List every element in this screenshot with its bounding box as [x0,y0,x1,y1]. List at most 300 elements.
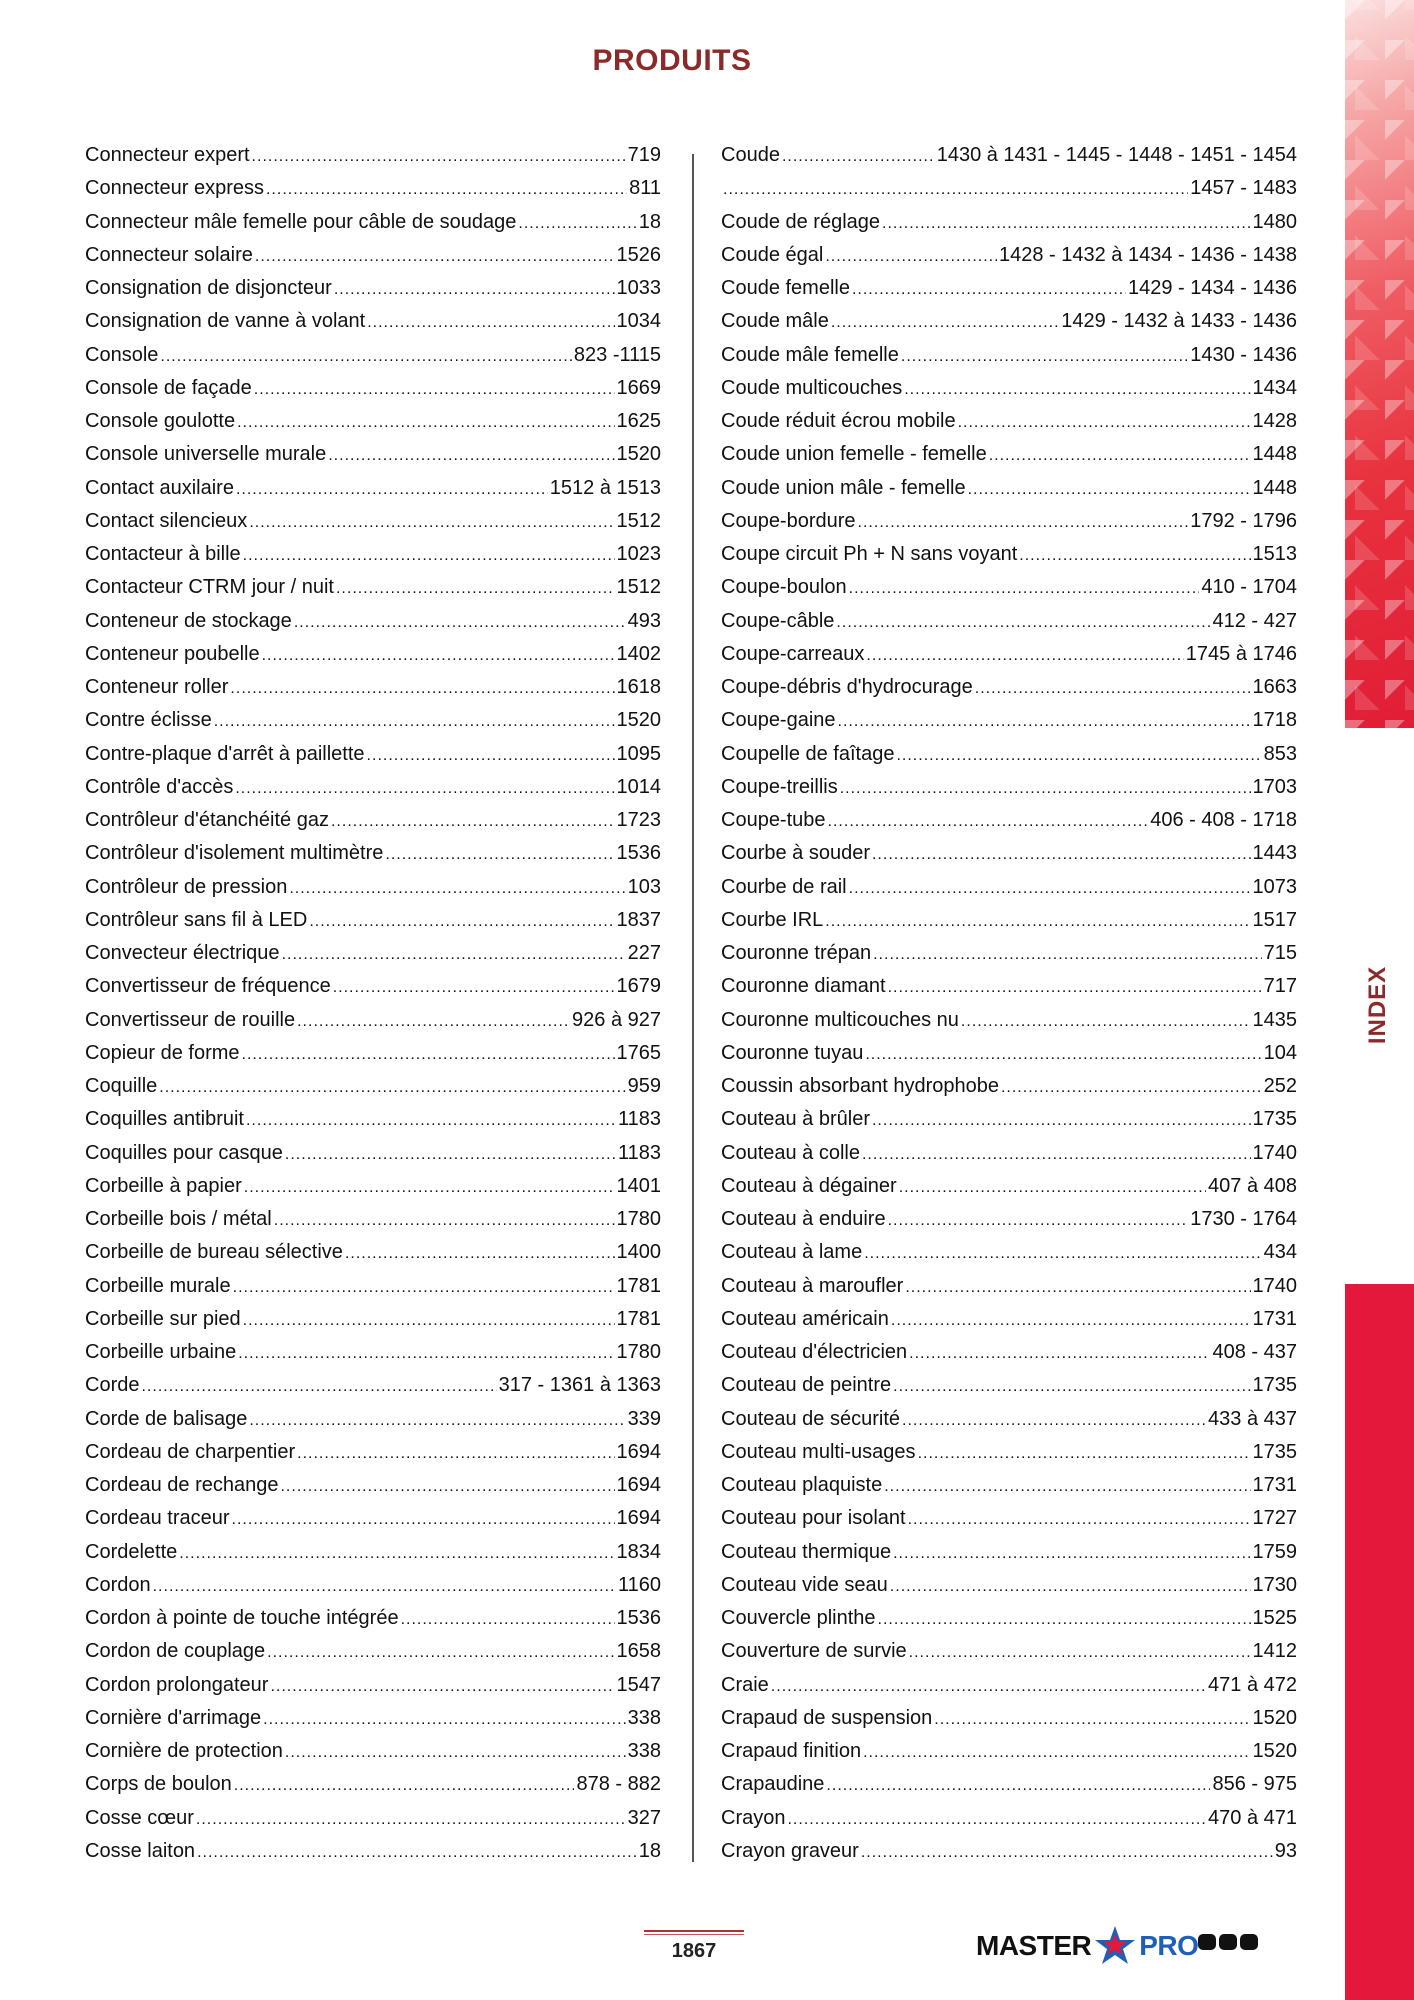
entry-name: Couteau à maroufler [721,1274,904,1297]
leader-dots [267,1644,614,1662]
entry-name: Contacteur à bille [85,543,241,565]
entry-name: Coupe-gaine [721,709,836,732]
entry-name: Coupelle de faîtage [721,742,895,765]
index-entry [85,1042,661,1075]
entry-pages: 1402 [616,642,661,665]
index-entry [85,876,661,909]
entry-name: Convertisseur de rouille [85,1008,296,1031]
entry-name: Contre-plaque d'arrêt à paillette [85,742,365,765]
entry-pages: 1014 [616,775,661,798]
entry-name: Coude [721,144,780,166]
leader-dots [214,713,615,731]
index-entry [85,377,661,410]
entry-pages: 1723 [616,809,661,831]
leader-dots [333,979,615,997]
entry-pages: 471 à 472 [1208,1673,1297,1696]
leader-dots [141,1378,496,1396]
entry-name: Couteau à dégainer [721,1174,897,1197]
entry-pages: 1735 [1252,1440,1297,1463]
index-entry [85,1574,661,1607]
entry-name: Crayon [721,1806,786,1829]
index-entry [85,244,661,277]
leader-dots [828,813,1149,831]
entry-name: Couteau à brûler [721,1108,870,1131]
entry-name: Courbe de rail [721,875,847,898]
leader-dots [1001,1079,1262,1097]
entry-name: Conteneur poubelle [85,642,260,665]
leader-dots [255,248,615,266]
index-entry [85,1275,661,1308]
index-entry [85,1707,661,1740]
entry-pages: 1160 [617,1573,661,1596]
entry-pages: 1183 [617,1108,661,1131]
entry-name: Contrôleur d'isolement multimètre [85,842,384,865]
entry-name: Cornière de protection [85,1740,283,1762]
index-entry [85,177,661,210]
entry-name: Couronne diamant [721,975,886,998]
entry-pages: 1457 - 1483 [1190,177,1297,200]
entry-name: Coude mâle [721,310,829,333]
entry-pages: 1727 [1252,1507,1297,1530]
entry-name: Coupe-carreaux [721,642,865,665]
leader-dots [838,713,1251,731]
entry-name: Couteau thermique [721,1540,892,1563]
entry-name: Corbeille de bureau sélective [85,1241,343,1264]
leader-dots [367,314,614,332]
entry-pages: 327 [627,1806,661,1829]
entry-pages: 1745 à 1746 [1185,642,1297,665]
entry-pages: 1837 [616,908,661,931]
index-entry [85,1108,661,1141]
entry-name: Coude égal [721,243,824,266]
entry-name: Cordeau traceur [85,1507,230,1530]
entry-name: Cosse laiton [85,1839,196,1862]
leader-dots [518,215,636,233]
index-entry [721,1707,1297,1740]
entry-name: Corbeille à papier [85,1174,242,1197]
leader-dots [196,1811,626,1829]
leader-dots [873,946,1262,964]
leader-dots [282,946,626,964]
entry-pages: 1428 [1252,410,1297,432]
index-entry [85,1507,661,1540]
entry-name: Contrôleur d'étanchéité gaz [85,809,329,831]
leader-dots [274,1212,615,1230]
index-entry [721,1175,1297,1208]
index-entry [85,1807,661,1840]
entry-name: Cordelette [85,1540,178,1563]
leader-dots [723,181,1188,199]
entry-pages: 1525 [1252,1607,1297,1629]
index-entry [721,876,1297,909]
index-entry [721,377,1297,410]
entry-pages: 1480 [1252,210,1297,233]
leader-dots [309,913,614,931]
index-entry [721,1574,1297,1607]
entry-pages: 1095 [616,742,661,765]
page-title: PRODUITS [592,44,752,77]
entry-name: Coupe-tube [721,809,826,831]
side-tab-label: INDEX [1364,965,1392,1045]
entry-name: Crapaud finition [721,1740,862,1762]
entry-pages: 1731 [1252,1307,1297,1330]
entry-pages: 1430 à 1431 - 1445 - 1448 - 1451 - 1454 [936,144,1297,166]
leader-dots [866,647,1183,665]
index-entry [85,643,661,676]
index-entry [85,1308,661,1341]
leader-dots [893,1378,1250,1396]
leader-dots [242,1046,615,1064]
leader-dots [849,580,1200,598]
entry-name: Cosse cœur [85,1806,194,1829]
leader-dots [863,1744,1250,1762]
leader-dots [328,447,614,465]
entry-name: Connecteur solaire [85,243,253,266]
entry-pages: 103 [627,875,661,898]
index-column-right [721,144,1297,1873]
index-entry [721,643,1297,676]
leader-dots [862,1146,1251,1164]
entry-pages: 18 [638,210,661,233]
entry-pages: 1536 [616,842,661,865]
leader-dots [243,1312,615,1330]
leader-dots [289,880,625,898]
entry-name: Courbe IRL [721,908,824,931]
index-entry [721,576,1297,609]
leader-dots [236,481,548,499]
entry-name: Cordon de couplage [85,1640,266,1663]
entry-name: Couteau de peintre [721,1374,892,1397]
leader-dots [1019,547,1250,565]
entry-name: Corde [85,1374,140,1397]
index-entry [721,244,1297,277]
entry-pages: 1023 [616,543,661,565]
entry-pages: 1536 [616,1607,661,1629]
leader-dots [968,481,1251,499]
entry-name: Couvercle plinthe [721,1607,876,1629]
entry-pages: 1429 - 1434 - 1436 [1127,277,1297,299]
index-entry [85,1208,661,1241]
index-entry [721,1507,1297,1540]
index-entry [721,1840,1297,1873]
leader-dots [840,780,1251,798]
entry-pages: 1730 [1252,1573,1297,1596]
leader-dots [280,1478,614,1496]
entry-name: Contre éclisse [85,709,212,732]
entry-pages: 412 - 427 [1212,609,1297,632]
leader-dots [297,1445,614,1463]
entry-pages: 433 à 437 [1208,1407,1297,1430]
entry-pages: 1618 [616,676,661,698]
leader-dots [891,1312,1251,1330]
entry-name: Contrôleur sans fil à LED [85,908,308,931]
leader-dots [893,1545,1250,1563]
entry-name: Console goulotte [85,410,236,432]
entry-pages: 853 [1263,742,1297,765]
entry-pages: 1780 [616,1208,661,1230]
entry-pages: 1718 [1252,709,1297,732]
entry-name: Corbeille sur pied [85,1307,241,1330]
index-entry [85,1474,661,1507]
index-entry [85,344,661,377]
entry-pages: 1448 [1252,476,1297,499]
entry-name: Convecteur électrique [85,942,280,964]
entry-pages: 1669 [616,376,661,399]
index-entry [721,975,1297,1008]
entry-pages: 1520 [1252,1706,1297,1729]
index-entry [721,842,1297,875]
entry-pages: 1694 [616,1474,661,1496]
index-entry [721,1142,1297,1175]
leader-dots [882,215,1250,233]
entry-name: Couteau pour isolant [721,1507,906,1530]
leader-dots [989,447,1251,465]
leader-dots [902,1412,1206,1430]
index-entry [85,576,661,609]
entry-name: Contrôle d'accès [85,775,234,798]
entry-name: Coude de réglage [721,210,881,233]
index-entry [85,1740,661,1773]
entry-pages: 1658 [616,1640,661,1663]
index-entry [721,310,1297,343]
leader-dots [233,1279,615,1297]
entry-name: Connecteur expert [85,144,250,166]
entry-pages: 493 [627,609,661,632]
leader-dots [909,1345,1210,1363]
index-entry [721,1075,1297,1108]
index-entry [721,743,1297,776]
leader-dots [905,1279,1250,1297]
entry-pages: 1428 - 1432 à 1434 - 1436 - 1438 [998,243,1297,266]
leader-dots [238,1345,614,1363]
index-entry [721,211,1297,244]
entry-name: Conteneur de stockage [85,609,292,632]
entry-name: Console [85,343,159,366]
index-entry [721,277,1297,310]
page-number-rule [644,1930,744,1932]
entry-pages: 407 à 408 [1208,1174,1297,1197]
entry-pages: 406 - 408 - 1718 [1150,809,1297,831]
index-entry [85,610,661,643]
entry-pages: 227 [627,942,661,964]
index-entry [721,1740,1297,1773]
entry-pages: 1512 [616,576,661,599]
entry-pages: 338 [627,1706,661,1729]
leader-dots [285,1146,616,1164]
entry-name: Coquilles antibruit [85,1108,244,1131]
leader-dots [961,1013,1251,1031]
index-entry [85,1408,661,1441]
entry-pages: 1781 [616,1307,661,1330]
entry-name: Consignation de disjoncteur [85,277,332,299]
index-entry [721,344,1297,377]
leader-dots [890,1578,1251,1596]
index-entry [85,1607,661,1640]
leader-dots [836,614,1210,632]
entry-name: Craie [721,1673,769,1696]
entry-name: Cordeau de charpentier [85,1440,296,1463]
index-entry [721,443,1297,476]
entry-pages: 1448 [1252,443,1297,466]
brand-name-left: MASTER [976,1930,1092,1961]
leader-dots [878,1611,1251,1629]
entry-name: Contacteur CTRM jour / nuit [85,576,334,599]
leader-dots [244,1179,615,1197]
entry-pages: 1517 [1252,908,1297,931]
entry-name: Coude union femelle - femelle [721,443,987,466]
entry-name: Contrôleur de pression [85,875,288,898]
index-entry [85,1441,661,1474]
index-entry [721,1009,1297,1042]
index-entry [85,676,661,709]
entry-pages: 1679 [616,975,661,998]
entry-pages: 717 [1263,975,1297,998]
index-entry [721,1773,1297,1806]
entry-name: Coupe circuit Ph + N sans voyant [721,543,1018,565]
leader-dots [908,1511,1251,1529]
index-entry [85,1142,661,1175]
index-entry [85,310,661,343]
entry-pages: 1435 [1252,1008,1297,1031]
entry-pages: 1513 [1252,543,1297,565]
leader-dots [831,314,1059,332]
index-entry [721,510,1297,543]
entry-pages: 93 [1274,1839,1297,1862]
leader-dots [345,1245,615,1263]
entry-name: Corps de boulon [85,1773,232,1796]
entry-pages: 1740 [1252,1141,1297,1164]
entry-name: Contact silencieux [85,509,248,532]
entry-name: Couteau de sécurité [721,1407,901,1430]
index-entry [721,1474,1297,1507]
index-entry [85,211,661,244]
index-entry [721,1308,1297,1341]
page-number: 1867 [671,1940,717,1962]
brand-name-right: PRO [1139,1930,1199,1961]
entry-pages: 1759 [1252,1540,1297,1563]
leader-dots [864,1245,1261,1263]
leader-dots [249,514,614,532]
index-entry [85,477,661,510]
index-entry [85,1075,661,1108]
index-entry [85,975,661,1008]
entry-pages: 1730 - 1764 [1190,1208,1297,1230]
leader-dots [958,414,1251,432]
entry-name: Coude réduit écrou mobile [721,410,956,432]
entry-pages: 1512 à 1513 [549,476,661,499]
leader-dots [266,181,627,199]
entry-pages: 1183 [617,1141,661,1164]
index-entry [85,909,661,942]
index-entry [85,1773,661,1806]
index-entry [85,1341,661,1374]
entry-name: Couteau multi-usages [721,1440,916,1463]
entry-name: Coussin absorbant hydrophobe [721,1075,999,1097]
side-tab-index [1356,960,1400,1050]
leader-dots [888,1212,1189,1230]
leader-dots [179,1545,614,1563]
index-entry [85,1374,661,1407]
leader-dots [336,580,615,598]
leader-dots [934,1711,1250,1729]
leader-dots [861,1844,1273,1862]
entry-name: Couteau américain [721,1307,889,1330]
leader-dots [254,381,615,399]
entry-name: Contact auxilaire [85,476,234,499]
entry-name: Convertisseur de fréquence [85,975,331,998]
leader-dots [285,1744,626,1762]
entry-pages: 1034 [616,310,661,333]
index-entry [721,709,1297,742]
entry-pages: 1412 [1252,1640,1297,1663]
entry-pages: 1526 [616,243,661,266]
entry-name: Couteau à lame [721,1241,863,1264]
entry-name: Consignation de vanne à volant [85,310,366,333]
index-entry [85,1541,661,1574]
index-entry [85,743,661,776]
page-number-rule-thin [644,1934,744,1935]
entry-pages: 1703 [1252,775,1297,798]
entry-pages: 719 [627,144,661,166]
index-entry [721,1275,1297,1308]
index-entry [85,510,661,543]
entry-name: Cordeau de rechange [85,1474,279,1496]
entry-pages: 1443 [1252,842,1297,865]
index-entry [85,942,661,975]
index-entry [721,144,1297,177]
index-column-left [85,144,661,1873]
entry-name: Coupe-bordure [721,509,856,532]
index-entry [721,477,1297,510]
entry-pages: 1073 [1252,875,1297,898]
leader-dots [230,680,614,698]
index-entry [721,1807,1297,1840]
leader-dots [782,148,935,166]
star-icon [1093,1924,1137,1968]
entry-name: Couteau d'électricien [721,1341,908,1363]
entry-pages: 1401 [616,1174,661,1197]
entry-pages: 959 [627,1075,661,1097]
index-entry [85,1241,661,1274]
brand-marks-icon [1198,1934,1258,1950]
entry-pages: 1033 [616,277,661,299]
entry-name: Couteau plaquiste [721,1474,883,1496]
leader-dots [865,1046,1261,1064]
column-divider [692,154,694,1862]
decorative-band-bottom [1345,1284,1414,2000]
index-entry [721,676,1297,709]
entry-pages: 1400 [616,1241,661,1264]
leader-dots [826,1777,1210,1795]
entry-pages: 1520 [616,709,661,732]
decorative-band-top [1345,0,1414,728]
entry-pages: 339 [627,1407,661,1430]
entry-pages: 1547 [616,1673,661,1696]
index-entry [721,1341,1297,1374]
entry-name: Crayon graveur [721,1839,859,1862]
entry-name: Coude multicouches [721,376,903,399]
entry-pages: 1520 [1252,1740,1297,1762]
entry-pages: 715 [1263,942,1297,964]
entry-pages: 1434 [1252,376,1297,399]
entry-name: Coupe-débris d'hydrocurage [721,676,973,698]
entry-name: Copieur de forme [85,1041,240,1064]
leader-dots [872,846,1251,864]
index-entry [721,1241,1297,1274]
entry-pages: 1781 [616,1274,661,1297]
entry-pages: 1792 - 1796 [1190,509,1297,532]
index-entry [85,410,661,443]
